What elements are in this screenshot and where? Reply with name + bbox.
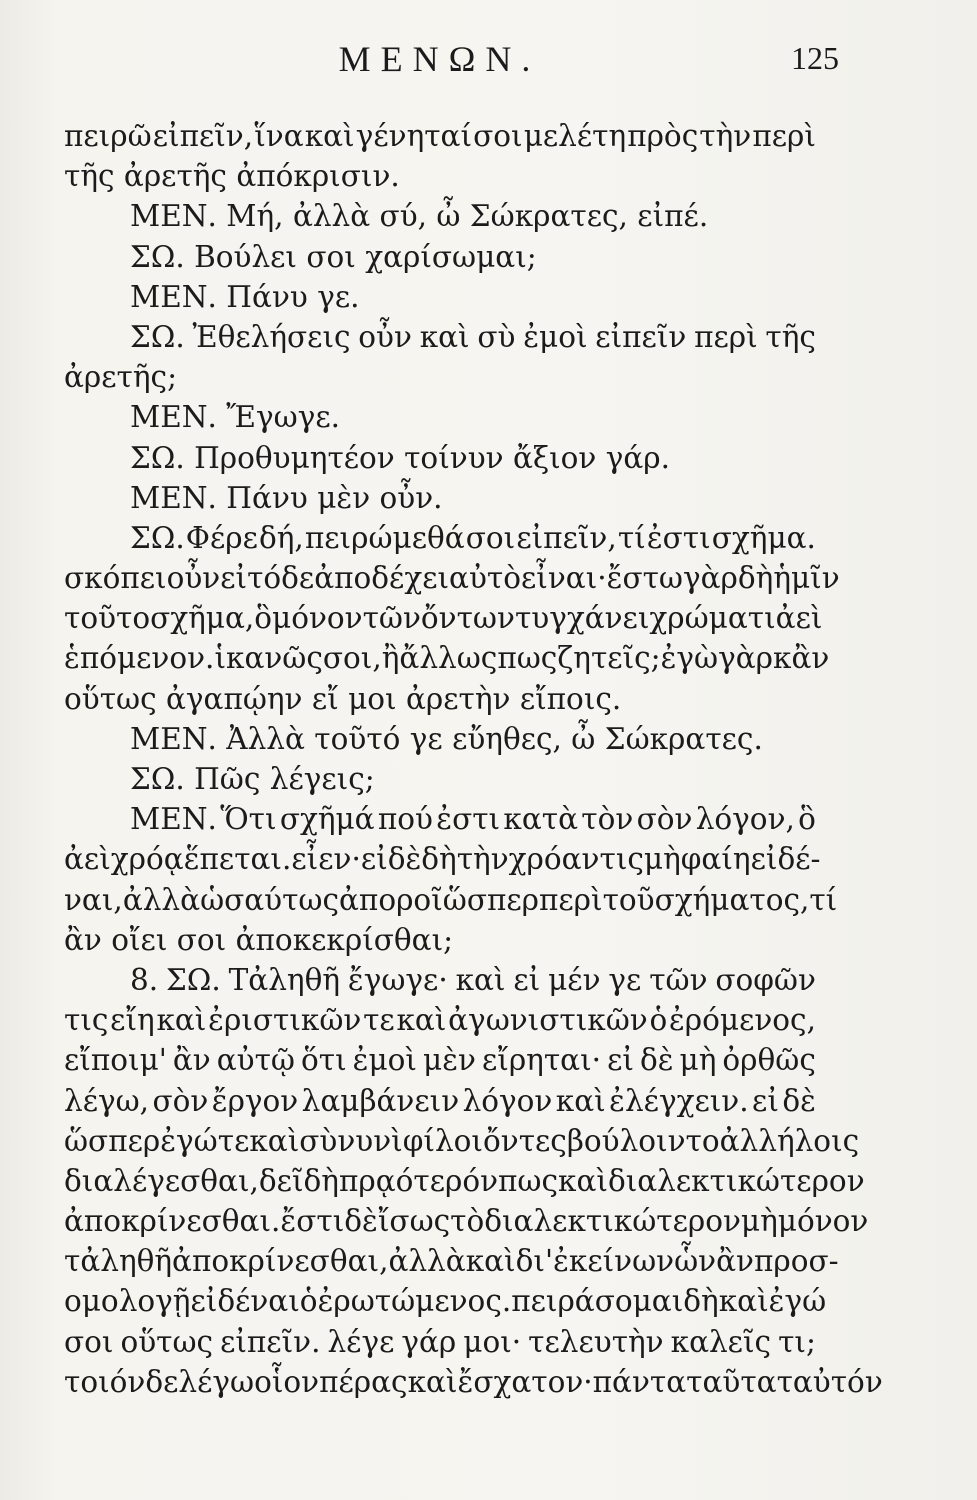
word: πως bbox=[498, 1163, 558, 1198]
word: τοῦτο bbox=[64, 601, 151, 636]
word: καὶ bbox=[156, 1003, 207, 1038]
text-line bbox=[64, 799, 816, 839]
word: γε bbox=[608, 962, 642, 997]
word: αὐτῷ bbox=[216, 1043, 295, 1078]
text-line bbox=[64, 960, 816, 1000]
word: εἰδέ- bbox=[750, 842, 821, 877]
text-line: ἂν οἴει σοι ἀποκεκρίσθαι; bbox=[64, 922, 454, 957]
word: γὰρ bbox=[682, 561, 738, 596]
word: ἀγωνιστικῶν bbox=[448, 1003, 648, 1038]
word: πρᾳότερόν bbox=[338, 1163, 499, 1198]
word: λόγον bbox=[462, 1083, 553, 1118]
word: Φέρε bbox=[185, 520, 258, 555]
word: ἐριστικῶν bbox=[208, 1003, 362, 1038]
word: ἐστι bbox=[646, 520, 711, 555]
word: ναι, bbox=[64, 882, 123, 917]
word: μὴ bbox=[679, 1043, 717, 1078]
text-line bbox=[64, 839, 821, 879]
word: πειράσομαι bbox=[511, 1284, 684, 1319]
word: ἔστι bbox=[280, 1204, 345, 1239]
text-line: ΣΩ. Προθυμητέον τοίνυν ἄξιον γάρ. bbox=[130, 440, 671, 475]
text-line bbox=[64, 1040, 816, 1080]
word: οἷον bbox=[254, 1364, 320, 1399]
word: καὶ bbox=[465, 1244, 516, 1279]
word: εἰ bbox=[513, 962, 541, 997]
word: ἐρόμενος, bbox=[668, 1003, 816, 1038]
word: πως bbox=[497, 641, 558, 676]
word: ἴσως bbox=[377, 1204, 451, 1239]
text-line: ΜΕΝ. Ἀλλὰ τοῦτό γε εὔηθες, ὦ Σώκρατες. bbox=[130, 721, 763, 756]
word: εἴρηται· bbox=[481, 1043, 602, 1078]
word: μόνον bbox=[777, 1204, 869, 1239]
word: καὶ bbox=[558, 1163, 608, 1198]
word: ἐρωτώμενος. bbox=[317, 1284, 512, 1319]
greek-text-body bbox=[64, 116, 883, 1402]
word: εἰπεῖν, bbox=[152, 119, 254, 153]
word: ταὐτόν bbox=[776, 1364, 883, 1399]
word: διαλεκτικώτερον bbox=[484, 1204, 741, 1239]
text-line: τῆς ἀρετῆς ἀπόκρισιν. bbox=[64, 159, 400, 194]
word: ἑπόμενον. bbox=[64, 641, 215, 676]
word: Ἐθελήσεις bbox=[192, 319, 351, 354]
word: περὶ bbox=[694, 319, 758, 354]
text-line bbox=[64, 1362, 883, 1402]
word: περὶ bbox=[538, 882, 603, 917]
word: προσ- bbox=[753, 1244, 839, 1279]
word: ὡσαύτως bbox=[200, 882, 340, 917]
word: πάντα bbox=[592, 1364, 687, 1399]
word: δὲ bbox=[344, 1204, 378, 1239]
word: καὶ bbox=[407, 1364, 458, 1399]
word: ἂν bbox=[716, 1244, 754, 1279]
text-line bbox=[64, 116, 816, 156]
word: μὴ bbox=[643, 842, 681, 877]
word: δὴ bbox=[303, 1163, 339, 1198]
word: τελευτὴν bbox=[528, 1324, 664, 1359]
text-line bbox=[64, 317, 816, 357]
word: οὖν bbox=[166, 561, 221, 596]
word: σχήματος, bbox=[654, 882, 810, 917]
word: εἰ bbox=[752, 1083, 779, 1118]
word: σοι bbox=[465, 520, 516, 555]
text-line: ΜΕΝ. Ἔγωγε. bbox=[130, 400, 341, 435]
word: σὸν bbox=[152, 1083, 209, 1118]
word: τί bbox=[617, 520, 646, 555]
word: δὴ bbox=[683, 1284, 719, 1319]
word: ἐστι bbox=[436, 802, 501, 837]
word: τῆς bbox=[765, 319, 816, 354]
word: ΣΩ. bbox=[130, 319, 185, 354]
word: γένηταί bbox=[355, 119, 473, 153]
text-line bbox=[64, 598, 823, 638]
word: εἰδέναι bbox=[190, 1284, 300, 1319]
word: διαλέγεσθαι, bbox=[64, 1163, 259, 1198]
page-number: 125 bbox=[791, 40, 839, 76]
word: αὐτὸ bbox=[449, 561, 521, 596]
word: καὶ bbox=[555, 1083, 606, 1118]
page-header bbox=[60, 38, 839, 84]
word: ἀλλὰ bbox=[122, 882, 201, 917]
word: λαμβάνειν bbox=[301, 1083, 460, 1118]
text-line bbox=[64, 880, 838, 920]
word: δὴ bbox=[737, 561, 774, 596]
word: τι; bbox=[778, 1324, 816, 1359]
word: εἶεν· bbox=[291, 842, 361, 877]
word: καὶ bbox=[396, 1003, 447, 1038]
word: δή, bbox=[258, 520, 304, 555]
word: ἔργον bbox=[211, 1083, 299, 1118]
word: κατὰ bbox=[503, 802, 579, 837]
word: ὥσπερ bbox=[64, 1123, 161, 1158]
text-line bbox=[64, 1121, 860, 1161]
word: χρόαν bbox=[508, 842, 600, 877]
word: καὶ bbox=[304, 119, 355, 153]
word: πού bbox=[377, 802, 433, 837]
word: λέγω bbox=[178, 1364, 255, 1399]
word: ἐκείνων bbox=[553, 1244, 675, 1279]
word: ἀποδέχει bbox=[314, 561, 450, 596]
word: δὲ bbox=[782, 1083, 816, 1118]
word: ἔσχατον· bbox=[457, 1364, 593, 1399]
text-line bbox=[64, 1161, 865, 1201]
word: φαίη bbox=[680, 842, 751, 877]
word: ΣΩ. bbox=[166, 962, 221, 997]
word: χρώματι bbox=[649, 601, 776, 636]
word: εἰ bbox=[360, 842, 388, 877]
word: δὲ bbox=[387, 842, 422, 877]
word: ἀποκρίνεσθαι. bbox=[64, 1204, 281, 1239]
word: δὲ bbox=[639, 1043, 674, 1078]
word: Ὅτι bbox=[220, 802, 277, 837]
word: εἴη bbox=[110, 1003, 155, 1038]
word: ὃ bbox=[254, 601, 273, 636]
word: περὶ bbox=[752, 119, 816, 153]
word: καὶ bbox=[455, 962, 506, 997]
word: Τἀληθῆ bbox=[228, 962, 341, 997]
word: σὸν bbox=[636, 802, 693, 837]
word: σοφῶν bbox=[715, 962, 816, 997]
word: ὃ bbox=[798, 802, 816, 837]
word: εἰπεῖν. bbox=[220, 1324, 321, 1359]
word: μόνον bbox=[272, 601, 363, 636]
word: σὺ bbox=[299, 1123, 338, 1158]
word: καλεῖς bbox=[670, 1324, 772, 1359]
text-line bbox=[64, 1201, 869, 1241]
word: τυγχάνει bbox=[514, 601, 650, 636]
word: μοι· bbox=[463, 1324, 522, 1359]
text-line: ἀρετῆς; bbox=[64, 360, 178, 395]
word: πειρώμεθά bbox=[304, 520, 465, 555]
text-line bbox=[64, 1322, 816, 1362]
text-line: ΜΕΝ. Μή, ἀλλὰ σύ, ὦ Σώκρατες, εἰπέ. bbox=[130, 199, 709, 234]
word: ἡμῖν bbox=[773, 561, 840, 596]
word: 8. bbox=[130, 962, 159, 997]
word: ἂν bbox=[172, 1043, 211, 1078]
word: νυνὶ bbox=[337, 1123, 403, 1158]
word: ὄντες bbox=[483, 1123, 567, 1158]
word: δὴ bbox=[421, 842, 457, 877]
word: μὴ bbox=[740, 1204, 778, 1239]
word: ἀλλήλοις bbox=[719, 1123, 860, 1158]
word: ἀποκρίνεσθαι,ἀλλὰ bbox=[172, 1244, 466, 1279]
word: ἀεὶ bbox=[775, 601, 823, 636]
word: δι' bbox=[515, 1244, 554, 1279]
word: ἄλλως bbox=[399, 641, 498, 676]
word: τὴν bbox=[456, 842, 509, 877]
word: ἵνα bbox=[254, 119, 304, 153]
word: ἀεὶ bbox=[64, 842, 111, 877]
word: ἐλέγχειν. bbox=[609, 1083, 749, 1118]
word: ὁ bbox=[649, 1003, 668, 1038]
word: ὄντων bbox=[420, 601, 515, 636]
word: λέγε bbox=[327, 1324, 395, 1359]
word: εἰ bbox=[220, 561, 248, 596]
text-line bbox=[64, 1241, 839, 1281]
word: τοῦ bbox=[602, 882, 655, 917]
word: τί bbox=[809, 882, 838, 917]
word: εἴποιμ' bbox=[64, 1043, 167, 1078]
running-title: ΜΕΝΩΝ. bbox=[338, 39, 541, 79]
word: ὁ bbox=[299, 1284, 318, 1319]
word: ΣΩ. bbox=[130, 520, 185, 555]
word: εἶναι·ἔστω bbox=[520, 561, 683, 596]
word: ἀποροῖ bbox=[339, 882, 443, 917]
word: ἱκανῶς bbox=[214, 641, 323, 676]
text-line: ΜΕΝ. Πάνυ γε. bbox=[130, 279, 360, 314]
word: ἐγὼ bbox=[660, 641, 719, 676]
word: κἂν bbox=[773, 641, 830, 676]
word: ἐγώ bbox=[768, 1284, 827, 1319]
text-line bbox=[64, 558, 840, 598]
word: σχῆμά bbox=[279, 802, 375, 837]
word: γάρ bbox=[401, 1324, 457, 1359]
text-line bbox=[64, 518, 816, 558]
word: ζητεῖς; bbox=[557, 641, 661, 676]
word: ταῦτα bbox=[686, 1364, 777, 1399]
word: ἢ bbox=[381, 641, 400, 676]
word: δεῖ bbox=[258, 1163, 304, 1198]
word: τῶν bbox=[362, 601, 421, 636]
word: σχῆμα, bbox=[150, 601, 255, 636]
word: μέν bbox=[548, 962, 601, 997]
text-line: ΣΩ. Πῶς λέγεις; bbox=[130, 762, 375, 796]
word: σοι bbox=[473, 119, 523, 153]
word: οὕτως bbox=[120, 1324, 214, 1359]
word: ὀρθῶς bbox=[722, 1043, 816, 1078]
word: καὶ bbox=[419, 319, 470, 354]
word: φίλοι bbox=[402, 1123, 483, 1158]
word: τὴν bbox=[699, 119, 752, 153]
word: ἕπεται. bbox=[183, 842, 292, 877]
word: μελέτη bbox=[523, 119, 627, 153]
word: οὖν bbox=[358, 319, 412, 354]
word: λόγον, bbox=[695, 802, 795, 837]
word: ἐγώ bbox=[160, 1123, 218, 1158]
word: ὅτι bbox=[301, 1043, 347, 1078]
word: ομολογῇ bbox=[64, 1284, 191, 1319]
word: σὺ bbox=[477, 319, 516, 354]
word: τις bbox=[599, 842, 644, 877]
word: ἐμοὶ bbox=[352, 1043, 418, 1078]
text-line: ΣΩ. Βούλει σοι χαρίσωμαι; bbox=[130, 239, 537, 274]
word: τῶν bbox=[649, 962, 708, 997]
word: εἰ bbox=[607, 1043, 634, 1078]
word: πρὸς bbox=[627, 119, 699, 153]
word: πέρας bbox=[319, 1364, 408, 1399]
word: τοιόνδε bbox=[64, 1364, 179, 1399]
text-line: οὕτως ἀγαπῴην εἴ μοι ἀρετὴν εἴποις. bbox=[64, 681, 622, 716]
word: τἀληθῆ bbox=[64, 1244, 173, 1279]
text-line bbox=[64, 1281, 827, 1321]
word: λέγω, bbox=[64, 1083, 150, 1118]
word: καὶ bbox=[249, 1123, 300, 1158]
word: μὲν bbox=[423, 1043, 476, 1078]
word: ΜΕΝ. bbox=[130, 802, 217, 837]
word: τὸν bbox=[581, 802, 634, 837]
word: τις bbox=[64, 1003, 109, 1038]
word: εἰπεῖν bbox=[595, 319, 687, 354]
word: διαλεκτικώτερον bbox=[607, 1163, 865, 1198]
word: ἔγωγε· bbox=[347, 962, 448, 997]
word: εἰπεῖν, bbox=[516, 520, 617, 555]
word: τόδε bbox=[247, 561, 315, 596]
word: ἐμοὶ bbox=[523, 319, 588, 354]
word: καὶ bbox=[718, 1284, 769, 1319]
word: πειρῶ bbox=[64, 119, 152, 153]
word: χρόᾳ bbox=[110, 842, 184, 877]
word: τε bbox=[363, 1003, 395, 1038]
word: τε bbox=[217, 1123, 250, 1158]
word: σοι, bbox=[322, 641, 382, 676]
word: ὧν bbox=[674, 1244, 717, 1279]
word: γὰρ bbox=[718, 641, 774, 676]
word: ὥσπερ bbox=[442, 882, 539, 917]
word: σχῆμα. bbox=[711, 520, 816, 555]
text-line: ΜΕΝ. Πάνυ μὲν οὖν. bbox=[130, 480, 443, 515]
text-line bbox=[64, 1081, 816, 1121]
word: βούλοιντο bbox=[566, 1123, 720, 1158]
word: σοι bbox=[64, 1324, 114, 1359]
text-line bbox=[64, 638, 830, 678]
text-line bbox=[64, 1000, 816, 1040]
word: τὸ bbox=[450, 1204, 485, 1239]
word: σκόπει bbox=[64, 561, 167, 596]
